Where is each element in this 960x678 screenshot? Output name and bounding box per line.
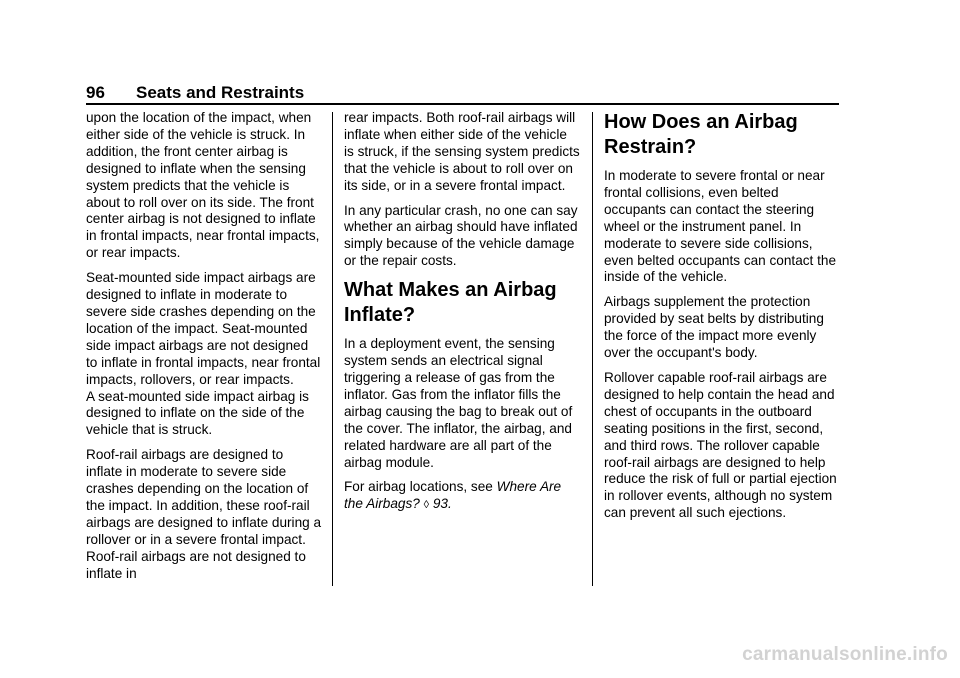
page-ref-icon: ◊	[423, 499, 430, 512]
paragraph: In moderate to severe frontal or near frontal collisions, even belted occupants can contact the steering wheel or the instrument panel. In moderate to severe side collisions, even belted occupants can contact the inside of the vehicle.	[604, 168, 837, 285]
xref-link[interactable]: Where Are the Airbags?	[344, 479, 562, 512]
paragraph: In any particular crash, no one can say whether an airbag should have inflated simply because of the vehicle damage or the repair costs.	[344, 202, 578, 269]
paragraph: upon the location of the impact, when either side of the vehicle is struck. In addition, the front center airbag is designed to inflate when the sensing system predicts that the vehicle is about to roll over on its side. The front center airbag is not designed to inflate in frontal impacts, near frontal impacts, or rear impacts.	[86, 110, 320, 261]
paragraph	[344, 479, 580, 514]
column-divider	[592, 112, 593, 586]
paragraph: Roof-rail airbags are designed to inflate in moderate to severe side crashes depending on the location of the impact. In addition, these roof-rail airbags are designed to inflate during a rollover or in a severe frontal impact. Roof-rail airbags are not designed to inflate in	[86, 447, 322, 581]
paragraph: A seat-mounted side impact airbag is designed to inflate on the side of the vehicle that is struck.	[86, 388, 309, 438]
page-number: 96	[86, 83, 105, 102]
paragraph: Airbags supplement the protection provided by seat belts by distributing the force of the impact more evenly over the occupant's body.	[604, 294, 824, 361]
xref-page[interactable]: 93.	[432, 496, 452, 512]
paragraph: In a deployment event, the sensing system sends an electrical signal triggering a release of gas from the inflator. Gas from the inflator fills the airbag causing the bag to break out of the cover. The inflator, the airbag, and related hardware are all part of the airbag module.	[344, 336, 573, 470]
column-divider	[332, 112, 333, 586]
section-title: Seats and Restraints	[136, 83, 305, 102]
page-header	[86, 83, 304, 103]
header-rule	[86, 103, 839, 105]
section-heading: How Does an Airbag Restrain?	[604, 111, 798, 158]
paragraph: Rollover capable roof-rail airbags are designed to help contain the head and chest of occupants in the outboard seating positions in the first, second, and third rows. The rollover capable roof-rail airbags are designed to help reduce the risk of full or partial ejection in rollover events, although no system can prevent all such ejections.	[604, 369, 837, 521]
column-1	[86, 110, 322, 590]
paragraph: Seat-mounted side impact airbags are designed to inflate in moderate to severe side crashes depending on the location of the impact. Seat-mounted side impact airbags are not designed to inflate in frontal impacts, near frontal impacts, rollovers, or rear impacts.	[86, 270, 321, 387]
watermark: carmanualsonline.info	[742, 644, 948, 665]
column-2	[344, 110, 580, 522]
paragraph: rear impacts. Both roof-rail airbags will inflate when either side of the vehicle is struck, if the sensing system predicts that the vehicle is about to roll over on its side, or in a severe frontal impact.	[344, 110, 580, 193]
xref-prefix: For airbag locations, see	[344, 479, 497, 495]
section-heading: What Makes an Airbag Inflate?	[344, 279, 557, 327]
column-3	[604, 110, 840, 530]
